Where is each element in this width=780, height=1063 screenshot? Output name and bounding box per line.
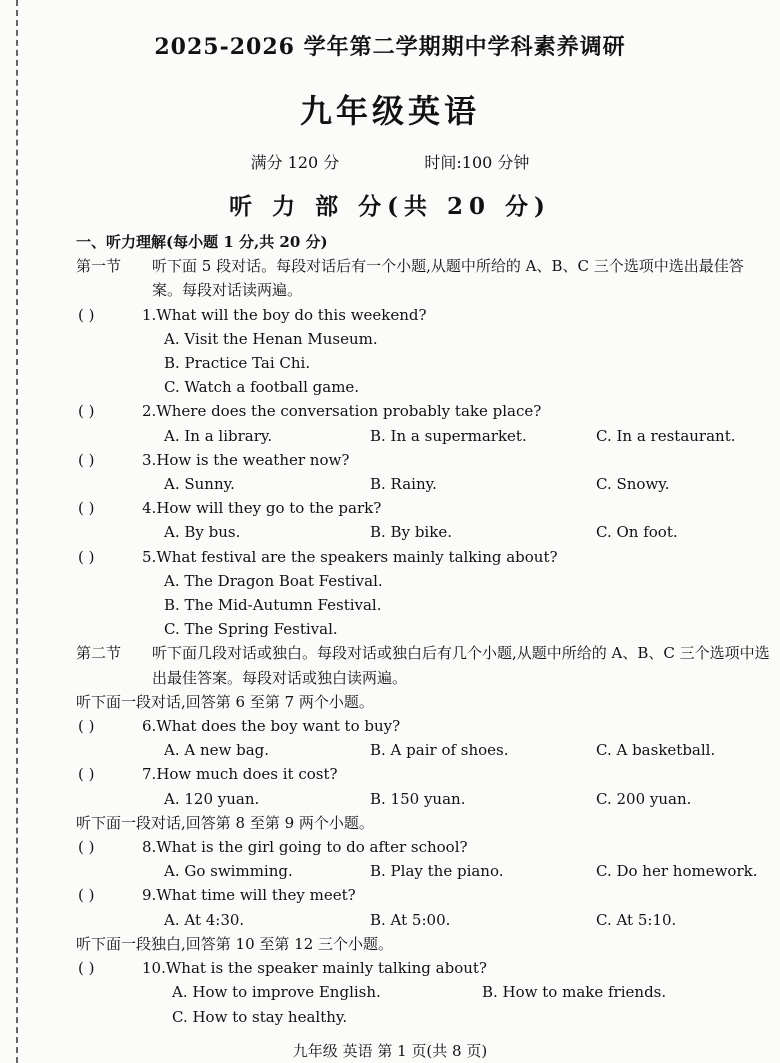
option-b: B. At 5:00.	[370, 910, 451, 929]
question-text: What is the speaker mainly talking about?	[165, 959, 487, 978]
option-a: A. Visit the Henan Museum.	[164, 329, 378, 348]
group-instruction: 听下面一段独白,回答第 10 至第 12 三个小题。	[76, 934, 394, 953]
option-b: B. A pair of shoes.	[370, 741, 509, 760]
listening-section	[76, 230, 770, 1029]
option-b: B. By bike.	[370, 523, 452, 542]
option-c: C. Do her homework.	[596, 862, 758, 881]
group-instruction: 听下面一段对话,回答第 6 至第 7 两个小题。	[76, 692, 374, 711]
question-number: 4.	[142, 499, 157, 518]
option-b: B. Play the piano.	[370, 862, 504, 881]
option-c: C. Watch a football game.	[164, 378, 360, 397]
options-row	[76, 738, 770, 762]
option-c: C. 200 yuan.	[596, 789, 692, 808]
answer-blank[interactable]: ( )	[78, 765, 95, 784]
full-score: 满分 120 分	[250, 153, 340, 172]
question-text: How is the weather now?	[156, 450, 350, 469]
option-c: C. A basketball.	[596, 741, 716, 760]
question-number: 2.	[142, 402, 157, 421]
question	[76, 883, 770, 907]
question-number: 8.	[142, 838, 157, 857]
option-c: C. The Spring Festival.	[164, 620, 338, 639]
section-heading: 听 力 部 分(共 20 分)	[229, 193, 551, 220]
option-c: C. At 5:10.	[596, 910, 677, 929]
option-a: A. 120 yuan.	[164, 789, 260, 808]
section1-instruction	[76, 254, 770, 302]
options-row	[76, 859, 770, 883]
options-row	[76, 980, 770, 1004]
question-text: What will the boy do this weekend?	[156, 305, 427, 324]
exam-title: 2025-2026 学年第二学期期中学科素养调研	[154, 34, 626, 60]
section2-text: 听下面几段对话或独白。每段对话或独白后有几个小题,从题中所给的 A、B、C 三个选项中选出最佳答案。每段对话或独白读两遍。	[152, 644, 770, 687]
part-title: 一、听力理解(每小题 1 分,共 20 分)	[76, 233, 328, 251]
section1-label: 第一节	[76, 257, 122, 276]
question-text: What time will they meet?	[156, 886, 356, 905]
options-row	[76, 787, 770, 811]
question	[76, 448, 770, 472]
question-number: 5.	[142, 547, 157, 566]
answer-blank[interactable]: ( )	[78, 450, 95, 469]
answer-blank[interactable]: ( )	[78, 547, 95, 566]
option-c: C. How to stay healthy.	[172, 1007, 348, 1026]
option-a: A. At 4:30.	[164, 910, 245, 929]
question-number: 1.	[142, 305, 157, 324]
option-b: B. In a supermarket.	[370, 426, 527, 445]
option-a: A. Sunny.	[164, 475, 235, 494]
answer-blank[interactable]: ( )	[78, 838, 95, 857]
section2-instruction	[76, 641, 770, 689]
question-number: 9.	[142, 886, 157, 905]
question-number: 7.	[142, 765, 157, 784]
option-b: B. 150 yuan.	[370, 789, 466, 808]
question-number: 3.	[142, 450, 157, 469]
group-instruction: 听下面一段对话,回答第 8 至第 9 两个小题。	[76, 813, 374, 832]
question	[76, 762, 770, 786]
exam-meta	[0, 150, 780, 173]
answer-blank[interactable]: ( )	[78, 959, 95, 978]
question-text: What does the boy want to buy?	[156, 717, 401, 736]
answer-blank[interactable]: ( )	[78, 886, 95, 905]
question-text: What festival are the speakers mainly talking about?	[156, 547, 558, 566]
option-c: C. Snowy.	[596, 475, 670, 494]
option-b: B. How to make friends.	[482, 983, 667, 1002]
question	[76, 496, 770, 520]
question	[76, 399, 770, 423]
question	[76, 545, 770, 569]
subject-title: 九年级英语	[299, 92, 480, 130]
question-text: How much does it cost?	[156, 765, 338, 784]
question	[76, 714, 770, 738]
options-row	[76, 908, 770, 932]
option-b: B. Rainy.	[370, 475, 437, 494]
answer-blank[interactable]: ( )	[78, 717, 95, 736]
page-footer: 九年级 英语 第 1 页(共 8 页)	[292, 1042, 488, 1060]
option-b: B. The Mid-Autumn Festival.	[164, 596, 382, 615]
question	[76, 835, 770, 859]
question-text: Where does the conversation probably take place?	[156, 402, 542, 421]
question-number: 10.	[142, 959, 166, 978]
question-text: What is the girl going to do after school?	[156, 838, 468, 857]
answer-blank[interactable]: ( )	[78, 305, 95, 324]
section1-text: 听下面 5 段对话。每段对话后有一个小题,从题中所给的 A、B、C 三个选项中选出最佳答案。每段对话读两遍。	[152, 257, 744, 300]
option-a: A. Go swimming.	[164, 862, 293, 881]
exam-time: 时间:100 分钟	[424, 153, 530, 172]
option-a: A. The Dragon Boat Festival.	[164, 571, 383, 590]
question	[76, 303, 770, 327]
options-row	[76, 520, 770, 544]
option-a: A. In a library.	[164, 426, 273, 445]
section2-label: 第二节	[76, 644, 122, 663]
option-a: A. By bus.	[164, 523, 241, 542]
answer-blank[interactable]: ( )	[78, 499, 95, 518]
question-number: 6.	[142, 717, 157, 736]
question	[76, 956, 770, 980]
question-text: How will they go to the park?	[156, 499, 382, 518]
answer-blank[interactable]: ( )	[78, 402, 95, 421]
options-row	[76, 472, 770, 496]
option-c: C. On foot.	[596, 523, 678, 542]
option-a: A. How to improve English.	[172, 983, 381, 1002]
option-c: C. In a restaurant.	[596, 426, 736, 445]
options-row	[76, 424, 770, 448]
option-b: B. Practice Tai Chi.	[164, 354, 311, 373]
option-a: A. A new bag.	[164, 741, 270, 760]
